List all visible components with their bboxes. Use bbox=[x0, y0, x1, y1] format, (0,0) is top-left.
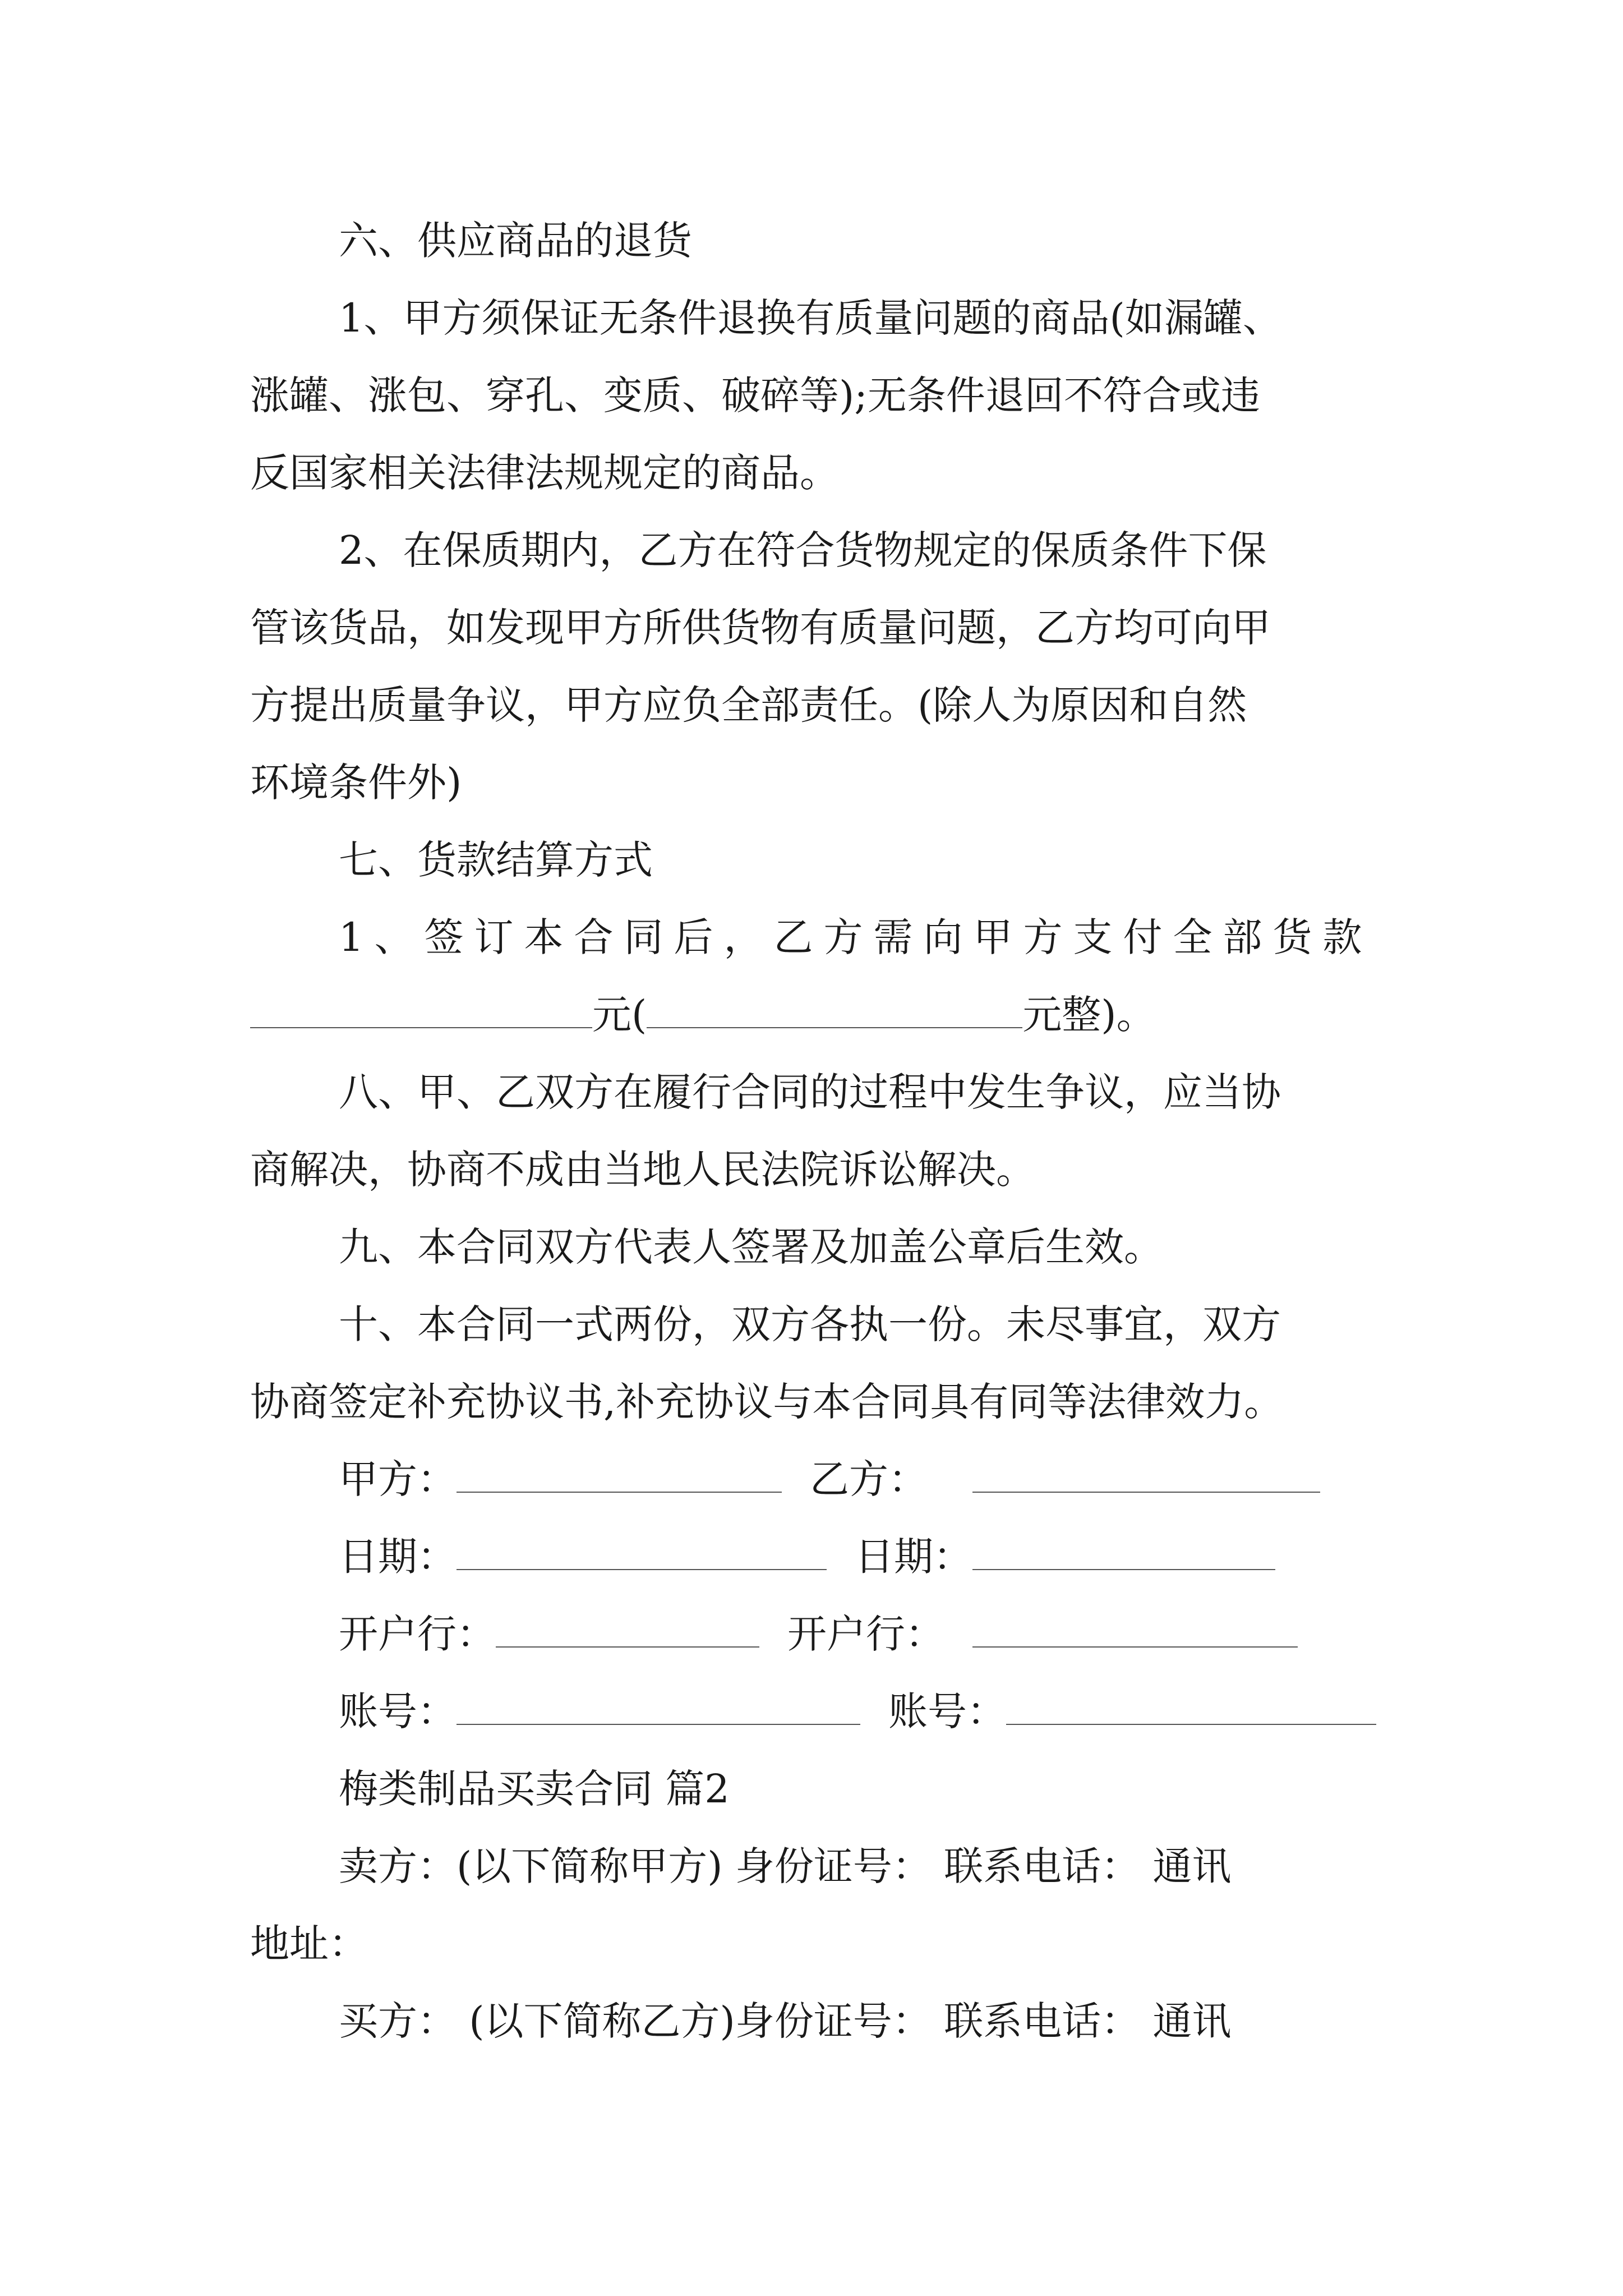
account-b-blank bbox=[1006, 1692, 1376, 1725]
section-7-item-1-line-2 bbox=[250, 990, 1156, 1040]
party-a-blank bbox=[457, 1460, 782, 1493]
section-7-item-1-line-1: 1、签订本合同后，乙方需向甲方支付全部货款 bbox=[339, 914, 1373, 960]
date-a-blank bbox=[457, 1538, 827, 1570]
party-a-label: 甲方： bbox=[339, 1456, 457, 1502]
section-6-item-2-line-2: 管该货品，如发现甲方所供货物有质量问题，乙方均可向甲 bbox=[250, 605, 1271, 651]
section-8-line-2: 商解决，协商不成由当地人民法院诉讼解决。 bbox=[250, 1147, 1035, 1193]
account-a-blank bbox=[457, 1692, 860, 1725]
signature-row-date bbox=[339, 1531, 1275, 1582]
party-b-label: 乙方： bbox=[810, 1456, 928, 1502]
signature-row-account bbox=[339, 1686, 1376, 1737]
section-7-heading: 七、货款结算方式 bbox=[339, 837, 653, 883]
section-9-line-1: 九、本合同双方代表人签署及加盖公章后生效。 bbox=[339, 1224, 1163, 1270]
section-10-line-1: 十、本合同一式两份，双方各执一份。未尽事宜，双方 bbox=[339, 1301, 1281, 1347]
section-8-line-1: 八、甲、乙双方在履行合同的过程中发生争议，应当协 bbox=[339, 1069, 1281, 1115]
section-6-heading: 六、供应商品的退货 bbox=[339, 218, 692, 264]
date-a-label: 日期： bbox=[339, 1534, 457, 1580]
date-b-label: 日期： bbox=[855, 1534, 972, 1580]
party-b-blank bbox=[972, 1460, 1320, 1493]
bank-a-label: 开户行： bbox=[339, 1611, 496, 1657]
section-6-item-1-line-2: 涨罐、涨包、穿孔、变质、破碎等);无条件退回不符合或违 bbox=[250, 372, 1260, 418]
section-10-line-2: 协商签定补充协议书,补充协议与本合同具有同等法律效力。 bbox=[250, 1379, 1284, 1425]
section-6-item-2-line-3: 方提出质量争议，甲方应负全部责任。(除人为原因和自然 bbox=[250, 682, 1247, 728]
bank-b-blank bbox=[972, 1615, 1298, 1648]
amount-blank bbox=[250, 996, 592, 1028]
bank-b-label: 开户行： bbox=[787, 1611, 944, 1657]
amount-words-blank bbox=[647, 996, 1022, 1028]
account-b-label: 账号： bbox=[888, 1688, 1006, 1734]
contract-2-title: 梅类制品买卖合同 篇2 bbox=[339, 1766, 730, 1812]
buyer-line-1: 买方： (以下简称乙方)身份证号： 联系电话： 通讯 bbox=[339, 1998, 1232, 2044]
yuan-zheng-text: 元整)。 bbox=[1022, 992, 1156, 1038]
bank-a-blank bbox=[496, 1615, 759, 1648]
section-6-item-1-line-3: 反国家相关法律法规规定的商品。 bbox=[250, 450, 839, 496]
section-6-item-2-line-1: 2、在保质期内，乙方在符合货物规定的保质条件下保 bbox=[339, 527, 1267, 573]
signature-row-party bbox=[339, 1454, 1320, 1504]
account-a-label: 账号： bbox=[339, 1688, 457, 1734]
seller-line-1: 卖方：(以下简称甲方) 身份证号： 联系电话： 通讯 bbox=[339, 1843, 1232, 1889]
seller-line-2: 地址： bbox=[250, 1921, 368, 1967]
section-6-item-1-line-1: 1、甲方须保证无条件退换有质量问题的商品(如漏罐、 bbox=[339, 295, 1282, 341]
section-6-item-2-line-4: 环境条件外) bbox=[250, 760, 462, 806]
date-b-blank bbox=[972, 1538, 1275, 1570]
yuan-text: 元( bbox=[592, 992, 647, 1038]
signature-row-bank bbox=[339, 1609, 1298, 1659]
